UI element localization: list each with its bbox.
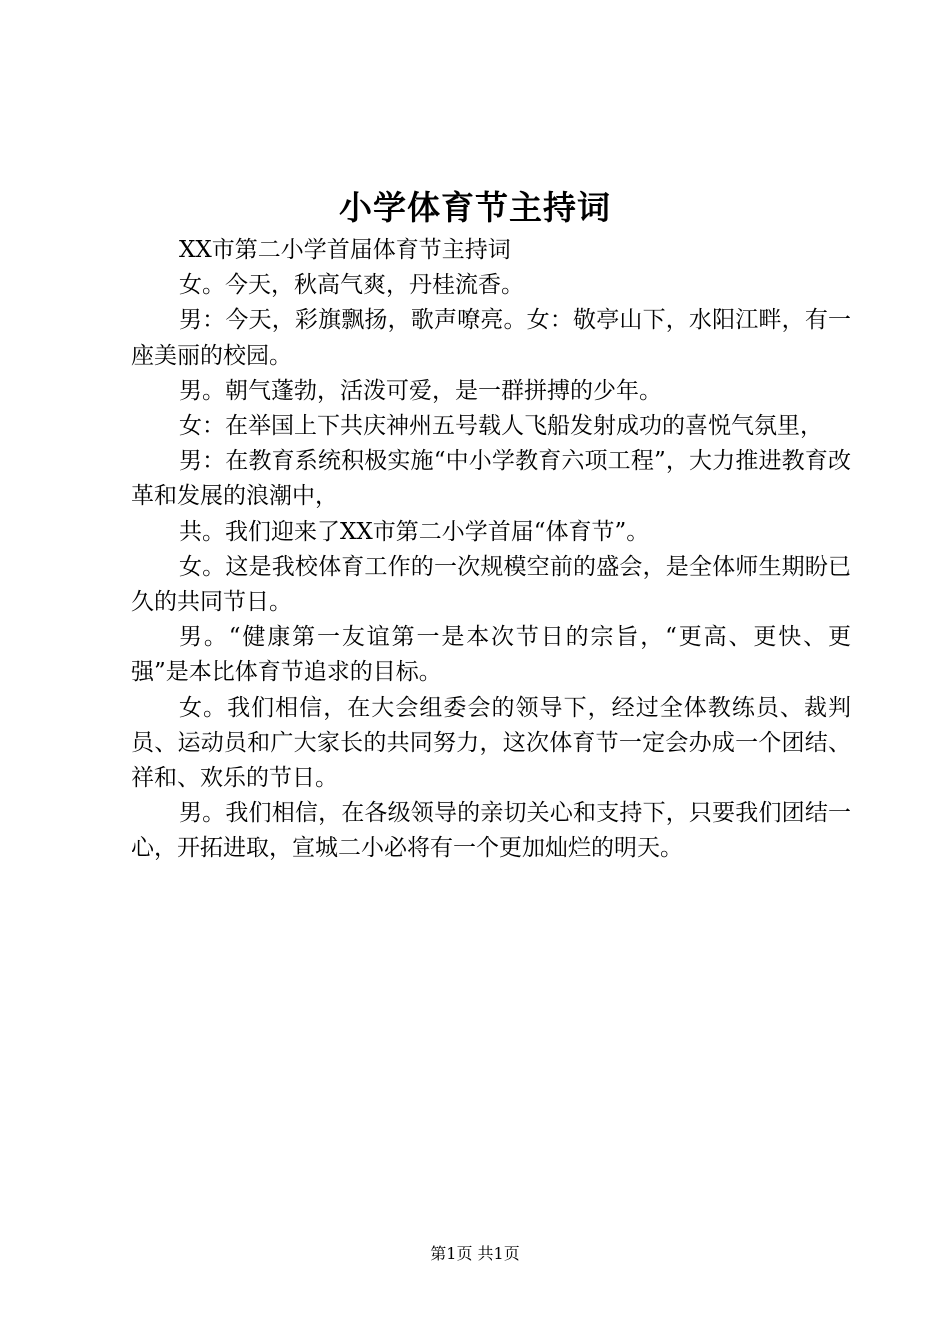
paragraph: 女。这是我校体育工作的一次规模空前的盛会，是全体师生期盼已久的共同节日。 xyxy=(131,553,851,616)
paragraph: 男。“健康第一友谊第一是本次节日的宗旨，“更高、更快、更强”是本比体育节追求的目标。 xyxy=(131,624,851,686)
paragraph: 男：在教育系统积极实施“中小学教育六项工程”，大力推进教育改革和发展的浪潮中， xyxy=(131,448,851,510)
paragraph: 男。朝气蓬勃，活泼可爱，是一群拼搏的少年。 xyxy=(179,377,662,404)
paragraph: 男。我们相信，在各级领导的亲切关心和支持下，只要我们团结一心，开拓进取，宣城二小必将有一个更加灿烂的明天。 xyxy=(131,800,851,862)
paragraph: 男：今天，彩旗飘扬，歌声嘹亮。女：敬亭山下，水阳江畔，有一座美丽的校园。 xyxy=(131,307,851,369)
paragraph: 女。今天，秋高气爽，丹桂流香。 xyxy=(179,272,524,299)
paragraph: XX市第二小学首届体育节主持词 xyxy=(179,237,511,263)
page-footer: 第1页 共1页 xyxy=(430,1244,520,1263)
document-title: 小学体育节主持词 xyxy=(339,188,611,227)
document-body xyxy=(131,233,851,867)
paragraph: 女。我们相信，在大会组委会的领导下，经过全体教练员、裁判员、运动员和广大家长的共同努力，这次体育节一定会办成一个团结、祥和、欢乐的节日。 xyxy=(131,694,851,792)
paragraph: 共。我们迎来了XX市第二小学首届“体育节”。 xyxy=(179,518,650,545)
paragraph: 女：在举国上下共庆神州五号载人飞船发射成功的喜悦气氛里， xyxy=(179,413,823,440)
